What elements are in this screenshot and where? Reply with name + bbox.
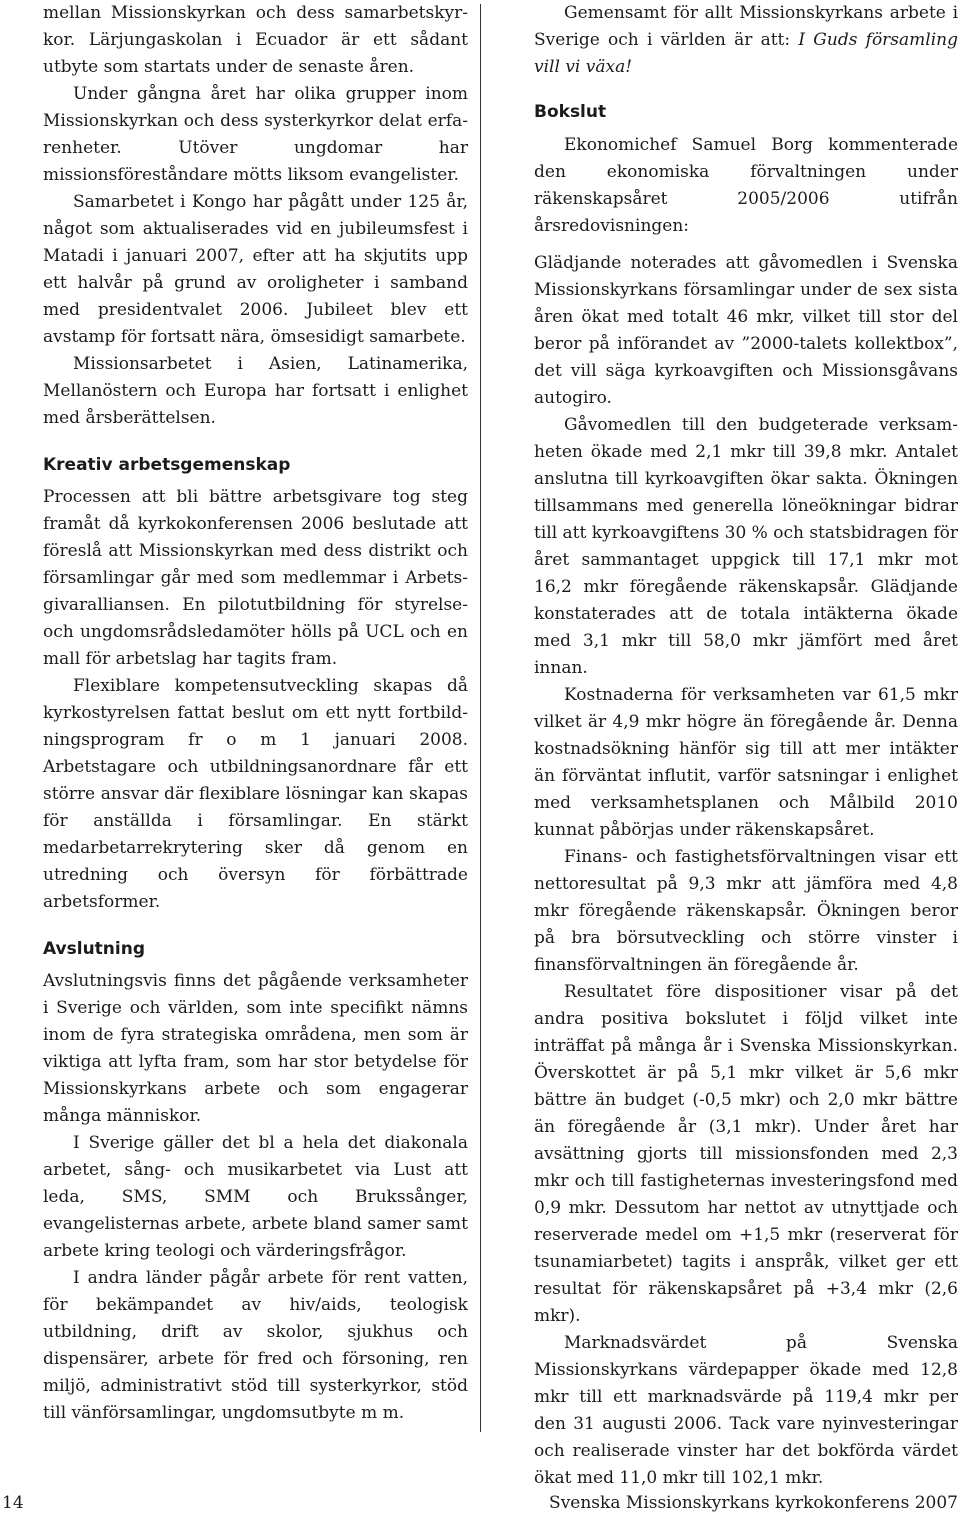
paragraph: mellan Missionskyrkan och dess samarbetskyrkor. Lärjungaskolan i Ecuador är ett sådant utbyte som startats under de senaste åren. (43, 3, 468, 77)
paragraph-gemensamt (534, 0, 958, 81)
heading-bokslut: Bokslut (534, 102, 607, 122)
paragraph: I Sverige gäller det bl a hela det diakonala arbetet, sång- och musikarbetet via Lust att leda, SMS, SMM och Brukssånger, evangelisternas arbete, arbete bland samer samt arbete kring teologi och värderingsfrågor. (43, 1133, 468, 1261)
page-number: 14 (2, 1493, 24, 1513)
paragraph: Gåvomedlen till den budgeterade verksamheten ökade med 2,1 mkr till 39,8 mkr. Antalet anslutna till kyrkoavgiften ökar sakta. Ökningen tillsammans med generella löneökningar bidrar till att kyrkoavgiftens 30 % och statsbidragen för året sammantaget uppgick till 17,1 mkr mot 16,2 mkr föregående räkenskapsår. Glädjande konstaterades att de totala intäkterna ökade med 3,1 mkr till 58,0 mkr jämfört med året innan. (534, 415, 958, 678)
paragraph: Ekonomichef Samuel Borg kommenterade den ekonomiska förvaltningen under räkenskapsåret 2005/2006 utifrån årsredovisningen: (534, 135, 958, 236)
paragraph: Flexiblare kompetensutveckling skapas då kyrkostyrelsen fattat beslut om ett nytt fortbildningsprogram fr o m 1 januari 2008. Arbetstagare och utbildningsanordnare får ett större ansvar där flexiblare lösningar kan skapas för anställda i församlingar. En stärkt medarbetarrekrytering sker då genom en utredning och översyn för förbättrade arbetsformer. (43, 676, 468, 912)
paragraph: Processen att bli bättre arbetsgivare tog steg framåt då kyrkokonferensen 2006 beslutade att föreslå att Missionskyrkan med dess distrikt och församlingar går med som medlemmar i Arbetsgivaralliansen. En pilotutbildning för styrelse- och ungdomsrådsledamöter hölls på UCL och en mall för arbetslag har tagits fram. (43, 487, 468, 669)
paragraph: I andra länder pågår arbete för rent vatten, för bekämpandet av hiv/aids, teologisk utbildning, drift av skolor, sjukhus och dispensärer, arbete för fred och försoning, ren miljö, administrativt stöd till systerkyrkor, stöd till vänförsamlingar, ungdomsutbyte m m. (43, 1268, 468, 1423)
right-column (534, 0, 958, 1492)
paragraph: Finans- och fastighetsförvaltningen visar ett nettoresultat på 9,3 mkr att jämföra med 4,8 mkr föregående räkenskapsår. Ökningen beror på bra börsutveckling och större vinster i finansförvaltningen än föregående år. (534, 847, 958, 975)
heading-kreativ-arbetsgemenskap: Kreativ arbetsgemenskap (43, 455, 291, 475)
motto: I Guds församling vill vi växa! (534, 30, 958, 77)
quoted-statement (534, 250, 958, 1492)
paragraph: Glädjande noterades att gåvomedlen i Svenska Missionskyrkans församlingar under de sex sista åren ökat med totalt 46 mkr, vilket till stor del beror på införandet av ”2000-talets kollektbox”, det vill säga kyrkoavgiften och Missionsgåvans autogiro. (534, 253, 958, 408)
paragraph: Avslutningsvis finns det pågående verksamheter i Sverige och världen, som inte specifikt nämns inom de fyra strategiska områdena, men som är viktiga att lyfta fram, som har stor betydelse för Missionskyrkans arbete och som engagerar många människor. (43, 971, 468, 1126)
paragraph: Under gångna året har olika grupper inom Missionskyrkan och dess systerkyrkor delat erfarenheter. Utöver ungdomar har missionsföreståndare mötts liksom evangelister. (43, 84, 468, 185)
paragraph: Marknadsvärdet på Svenska Missionskyrkans värdepapper ökade med 12,8 mkr till ett marknadsvärde på 119,4 mkr per den 31 augusti 2006. Tack vare nyinvesteringar och realiserade vinster har det bokförda värdet ökat med 11,0 mkr till 102,1 mkr. (534, 1333, 958, 1488)
column-divider (480, 4, 481, 1432)
paragraph: Kostnaderna för verksamheten var 61,5 mkr vilket är 4,9 mkr högre än föregående år. Denna kostnadsökning hänför sig till att mer intäkter än förväntat influtit, varför satsningar i enlighet med verksamhetsplanen och Målbild 2010 kunnat påbörjas under räkenskapsåret. (534, 685, 958, 840)
paragraph: Samarbetet i Kongo har pågått under 125 år, något som aktualiserades vid en jubileumsfest i Matadi i januari 2007, efter att ha skjutits upp ett halvår på grund av oroligheter i samband med presidentvalet 2006. Jubileet blev ett avstamp för fortsatt nära, ömsesidigt samarbete. (43, 192, 468, 347)
paragraph-text: Gemensamt för allt Missionskyrkans arbete i Sverige och i världen är att: (534, 3, 958, 50)
heading-avslutning: Avslutning (43, 939, 146, 959)
left-column (43, 0, 468, 1427)
paragraph: Resultatet före dispositioner visar på det andra positiva bokslutet i följd vilket inte inträffat på många år i Svenska Missionskyrkan. Överskottet är på 5,1 mkr vilket är 5,6 mkr bättre än budget (-0,5 mkr) och 2,0 mkr bättre än föregående år (3,1 mkr). Under året har avsättning gjorts till missionsfonden med 2,3 mkr och till fastigheternas investeringsfond med 0,9 mkr. Dessutom har nettot av utnyttjade och reserverade medel om +1,5 mkr (reserverat för tsunamiarbetet) tagits i anspråk, vilket ger ett resultat för räkenskapsåret på +3,4 mkr (2,6 mkr). (534, 982, 958, 1326)
paragraph: Missionsarbetet i Asien, Latinamerika, Mellanöstern och Europa har fortsatt i enlighet med årsberättelsen. (43, 354, 468, 428)
footer-title: Svenska Missionskyrkans kyrkokonferens 2007 (549, 1493, 958, 1513)
page-footer (0, 1491, 960, 1515)
